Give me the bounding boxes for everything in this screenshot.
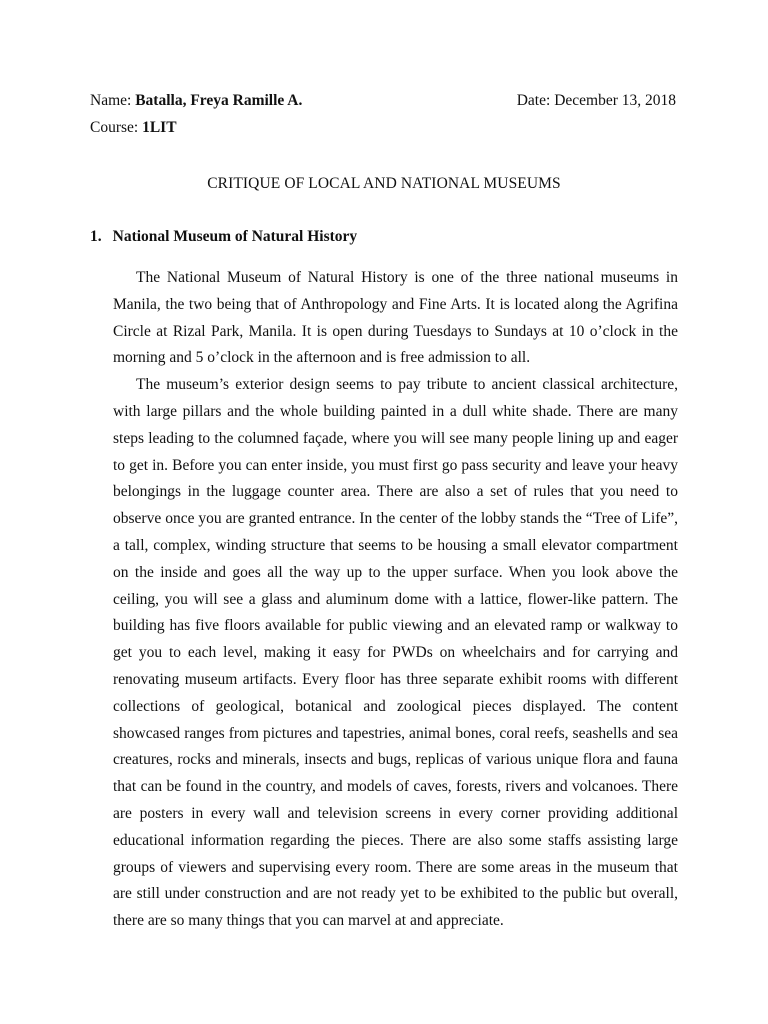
paragraph-1: The National Museum of Natural History is one of the three national museums in Manila, the two being that of Anthropology and Fine Arts. It is located along the Agrifina Circle at Rizal Park, Manila. It is open during Tuesdays to Sundays at 10 o’clock in the morning and 5 o’clock in the afternoon and is free admission to all. (113, 269, 678, 367)
paragraph-2: The museum’s exterior design seems to pay tribute to ancient classical architecture, with large pillars and the whole building painted in a dull white shade. There are many steps leading to the columned façade, where you will see many people lining up and eager to get in. Before you can enter inside, you must first go pass security and leave your heavy belongings in the luggage counter area. There are also a set of rules that you need to observe once you are granted entrance. In the center of the lobby stands the “Tree of Life”, a tall, complex, winding structure that seems to be housing a small elevator compartment on the inside and goes all the way up to the upper surface. When you look above the ceiling, you will see a glass and aluminum dome with a lattice, flower-like pattern. The building has five floors available for public viewing and an elevated ramp or walkway to get you to each level, making it easy for PWDs on wheelchairs and for carrying and renovating museum artifacts. Every floor has three separate exhibit rooms with different collections of geological, botanical and zoological pieces displayed. The content showcased ranges from pictures and tapestries, animal bones, coral reefs, seashells and sea creatures, rocks and minerals, insects and bugs, replicas of various unique flora and fauna that can be found in the country, and models of caves, forests, rivers and volcanoes. There are posters in every wall and television screens in every corner providing additional educational information regarding the pieces. There are also some staffs assisting large groups of viewers and supervising every room. There are some areas in the museum that are still under construction and are not ready yet to be exhibited to the public but overall, there are so many things that you can marvel at and appreciate. (113, 376, 678, 930)
name-label: Name: (90, 92, 136, 109)
course-label: Course: (90, 119, 143, 136)
date-value: December 13, 2018 (554, 92, 676, 109)
course-row (90, 119, 676, 141)
section-body (113, 265, 678, 935)
date-line (517, 92, 676, 110)
student-name: Batalla, Freya Ramille A. (135, 92, 303, 109)
date-label: Date: (516, 92, 555, 109)
document-title: CRITIQUE OF LOCAL AND NATIONAL MUSEUMS (207, 175, 561, 192)
section-title: National Museum of Natural History (112, 228, 358, 245)
course-value: 1LIT (142, 119, 177, 136)
name-line (90, 92, 302, 110)
course-line (90, 119, 177, 137)
section-number: 1. (90, 228, 102, 245)
name-date-row (90, 92, 676, 114)
section-heading (90, 228, 357, 246)
